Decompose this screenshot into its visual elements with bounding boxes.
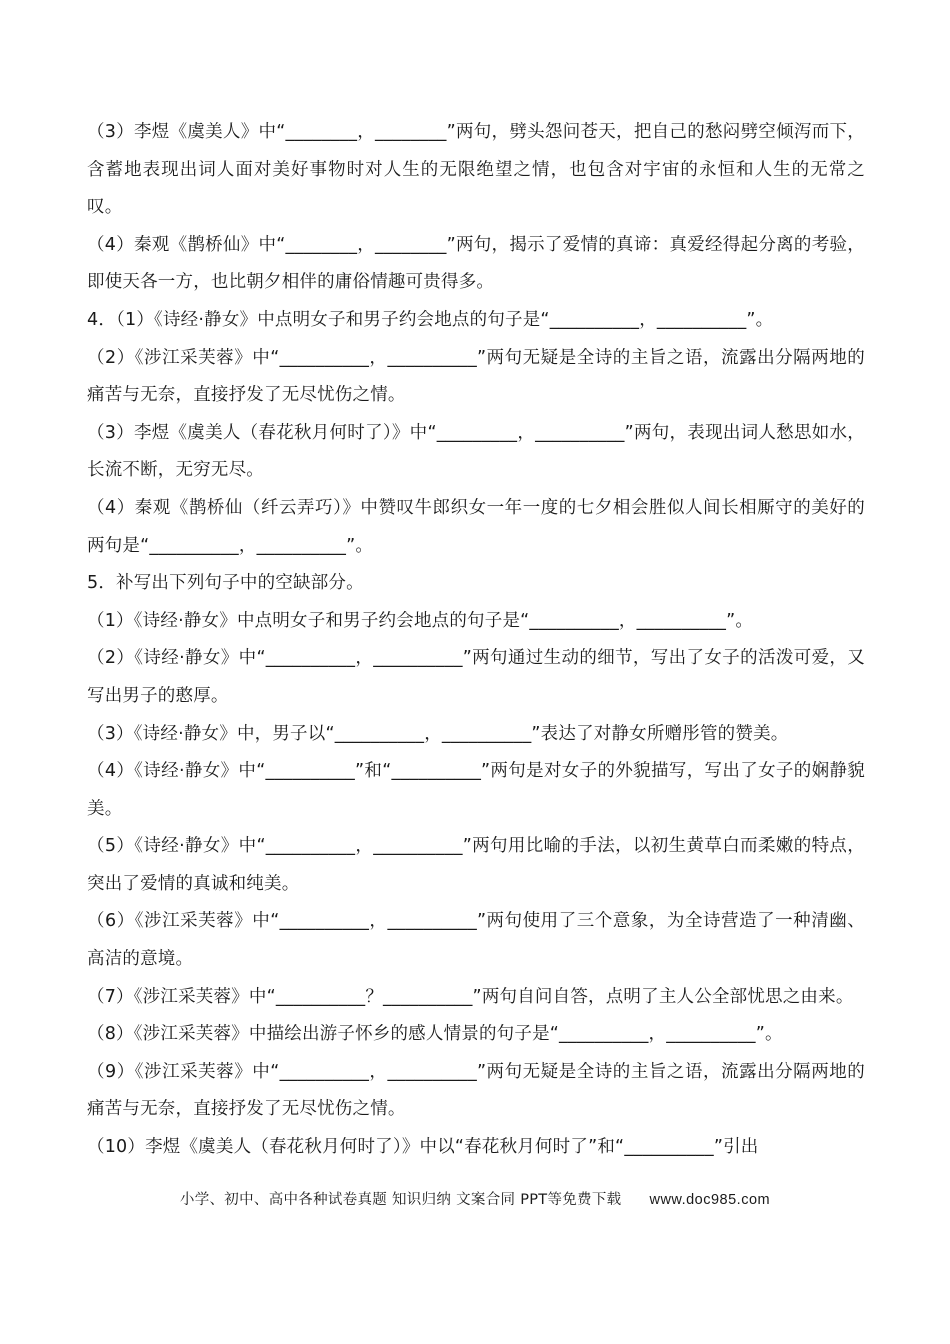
paragraph-8: （1）《诗经·静女》中点明女子和男子约会地点的句子是“__________，__________”。 [87,610,754,631]
paragraph-1: （3）李煜《虞美人》中“________，________”两句，劈头怨问苍天，把自己的愁闷劈空倾泻而下，含蓄地表现出词人面对美好事物时对人生的无限绝望之情，也包含对宇宙的永恒和人生的无常之叹。 [87,122,865,218]
paragraph-3: 4．（1）《诗经·静女》中点明女子和男子约会地点的句子是“__________，__________”。 [87,309,774,330]
paragraph-10: （3）《诗经·静女》中，男子以“__________，__________”表达了对静女所赠彤管的赞美。 [87,723,789,744]
page-footer [0,1188,950,1209]
footer-text: 小学、初中、高中各种试卷真题 知识归纳 文案合同 PPT等免费下载 [179,1192,622,1208]
paragraph-9: （2）《诗经·静女》中“__________，__________”两句通过生动的细节，写出了女子的活泼可爱，又写出男子的憨厚。 [87,648,865,706]
paragraph-5: （3）李煜《虞美人（春花秋月何时了）》中“_________，__________”两句，表现出词人愁思如水，长流不断，无穷无尽。 [87,422,865,481]
paragraph-2: （4）秦观《鹊桥仙》中“________，________”两句，揭示了爱情的真谛：真爱经得起分离的考验，即使天各一方，也比朝夕相伴的庸俗情趣可贵得多。 [87,234,865,293]
paragraph-12: （5）《诗经·静女》中“__________，__________”两句用比喻的手法，以初生黄草白而柔嫩的特点，突出了爱情的真诚和纯美。 [87,836,865,894]
paragraph-14: （7）《涉江采芙蓉》中“__________？__________”两句自问自答，点明了主人公全部忧思之由来。 [87,986,854,1007]
paragraph-4: （2）《涉江采芙蓉》中“__________，__________”两句无疑是全诗的主旨之语，流露出分隔两地的痛苦与无奈，直接抒发了无尽忧伤之情。 [87,347,865,406]
document-body [87,114,865,1167]
paragraph-6: （4）秦观《鹊桥仙（纤云弄巧）》中赞叹牛郎织女一年一度的七夕相会胜似人间长相厮守的美好的两句是“__________，__________”。 [87,497,865,556]
footer-url[interactable]: www.doc985.com [649,1192,771,1208]
paragraph-11: （4）《诗经·静女》中“__________”和“__________”两句是对女子的外貌描写，写出了女子的娴静貌美。 [87,761,865,819]
paragraph-17: （10）李煜《虞美人（春花秋月何时了）》中以“春花秋月何时了”和“__________”引出 [87,1137,759,1158]
paragraph-7: 5．补写出下列句子中的空缺部分。 [87,573,364,594]
paragraph-15: （8）《涉江采芙蓉》中描绘出游子怀乡的感人情景的句子是“__________，__________”。 [87,1024,783,1045]
paragraph-16: （9）《涉江采芙蓉》中“__________，__________”两句无疑是全诗的主旨之语，流露出分隔两地的痛苦与无奈，直接抒发了无尽忧伤之情。 [87,1061,865,1120]
paragraph-13: （6）《涉江采芙蓉》中“__________，__________”两句使用了三个意象，为全诗营造了一种清幽、高洁的意境。 [87,911,865,970]
